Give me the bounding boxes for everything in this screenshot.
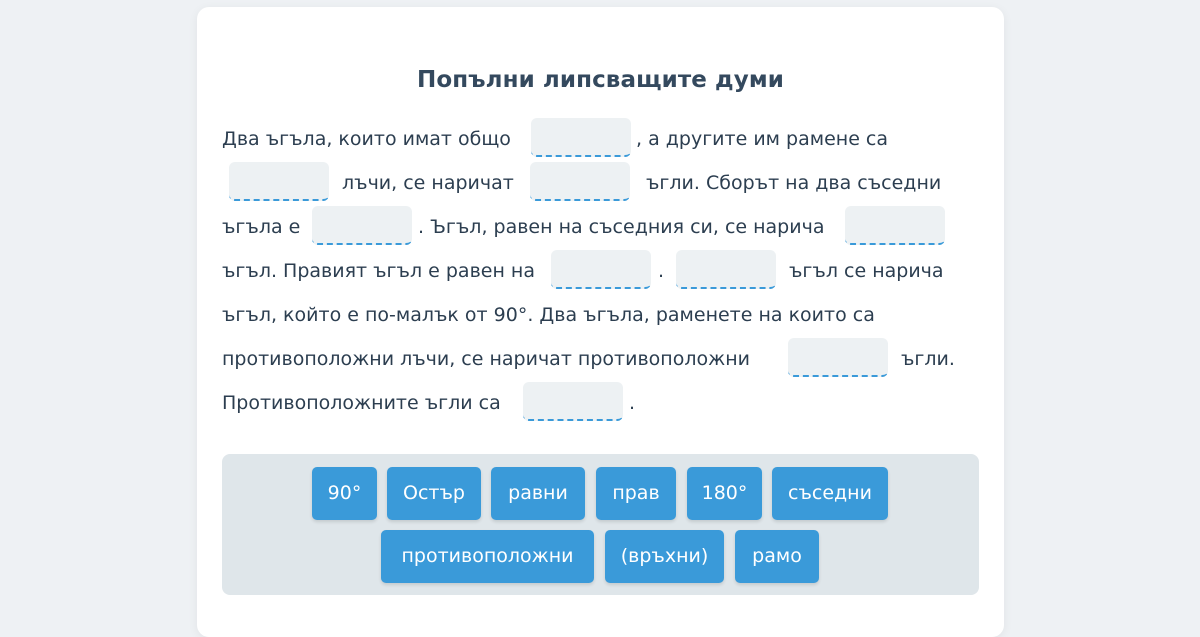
word-chip-ravni[interactable]: равни [491,467,585,520]
blank-6[interactable] [551,250,651,289]
blank-2[interactable] [229,162,329,201]
word-chip-ostar[interactable]: Остър [387,467,481,520]
text-segment: . [629,392,636,414]
text-segment: ъгъл. Правият ъгъл е равен на [222,260,535,282]
blank-7[interactable] [676,250,776,289]
text-segment: ъгъла е [222,216,301,238]
text-segment: Два ъгъла, които имат общо [222,128,511,150]
word-chip-protivopolozhni[interactable]: противоположни [381,530,594,583]
text-segment: Противоположните ъгли са [222,392,501,414]
text-line-1 [222,117,982,161]
exercise-title: Попълни липсващите думи [417,67,784,93]
text-segment: . [658,260,665,282]
blank-5[interactable] [845,206,945,245]
word-chip-sasedni[interactable]: съседни [772,467,888,520]
blank-4[interactable] [312,206,412,245]
text-line-7 [222,381,982,425]
word-chip-180[interactable]: 180° [687,467,762,520]
word-chip-vrahni[interactable]: (връхни) [605,530,724,583]
text-segment: ъгъл, който е по-малък от 90°. Два ъгъла, раменете на които са [222,304,875,326]
word-bank [222,454,979,595]
exercise-card [197,7,1004,637]
blank-8[interactable] [788,338,888,377]
word-chip-90[interactable]: 90° [312,467,377,520]
text-segment: ъгли. [901,348,955,370]
text-line-4 [222,249,982,293]
text-segment: ъгли. Сборът на два съседни [646,172,942,194]
text-segment: , а другите им рамене са [636,128,889,150]
text-line-2 [222,161,982,205]
word-chip-prav[interactable]: прав [596,467,676,520]
blank-3[interactable] [530,162,630,201]
text-segment: . Ъгъл, равен на съседния си, се нарича [418,216,825,238]
text-segment: ъгъл се нарича [789,260,944,282]
text-segment: лъчи, се наричат [342,172,514,194]
blank-1[interactable] [531,118,631,157]
blank-9[interactable] [523,382,623,421]
word-chip-ramo[interactable]: рамо [735,530,819,583]
text-line-3 [222,205,982,249]
text-line-5 [222,293,982,337]
text-line-6 [222,337,982,381]
text-segment: противоположни лъчи, се наричат противоположни [222,348,750,370]
